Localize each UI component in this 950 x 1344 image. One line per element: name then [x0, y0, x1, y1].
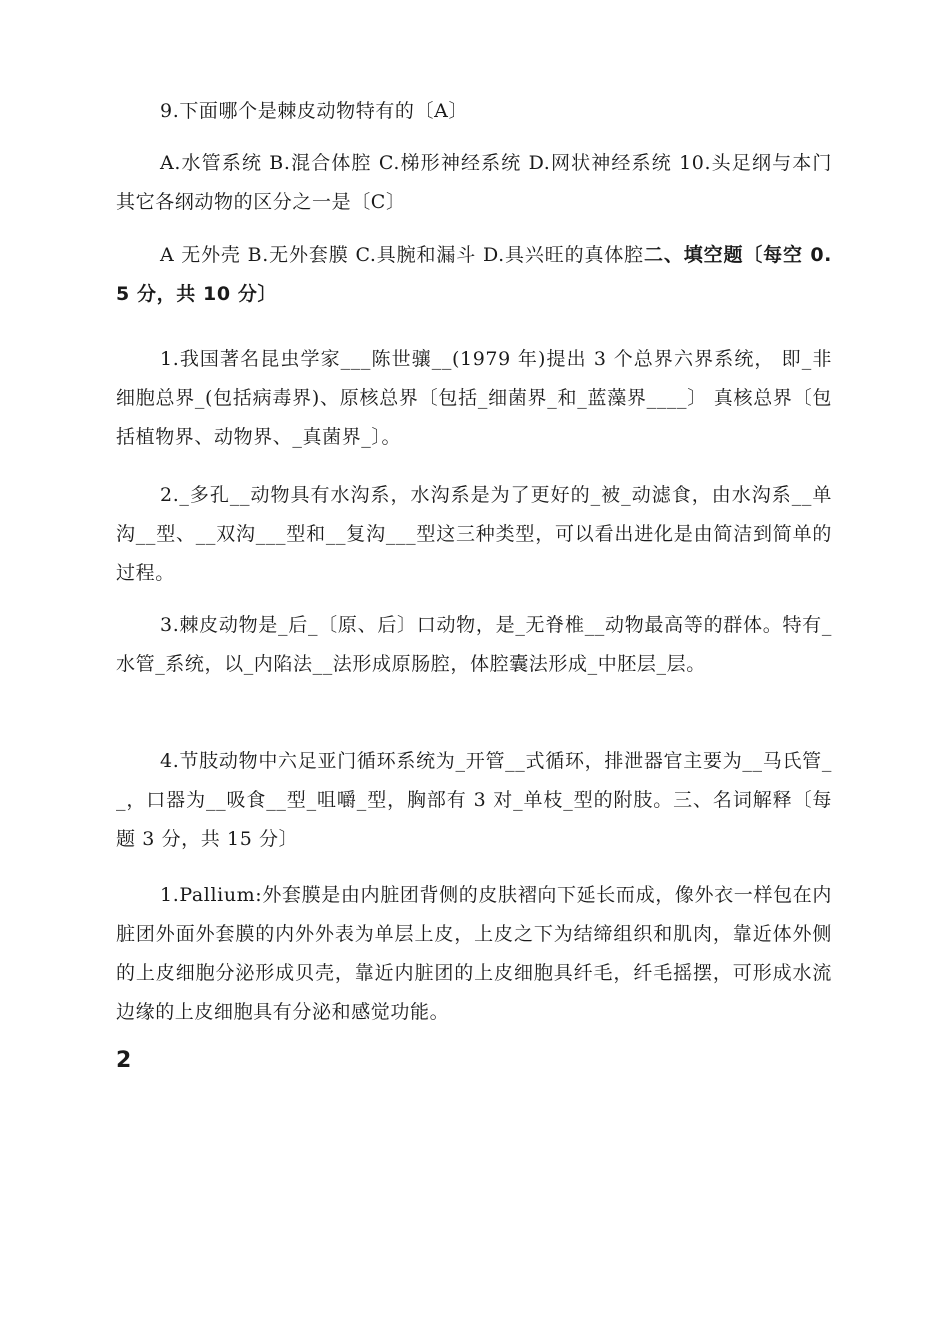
- fill-blank-4-and-section-3-heading: 4.节肢动物中六足亚门循环系统为_开管__式循环，排泄器官主要为__马氏管__，口器为__吸食__型_咀嚼_型，胸部有 3 对_单枝_型的附肢。三、名词解释〔每题 3 分，共 15 分〕: [116, 750, 832, 850]
- term-definition-1: 1.Pallium:外套膜是由内脏团背侧的皮肤褶向下延长而成，像外衣一样包在内脏团外面外套膜的内外外表为单层上皮，上皮之下为结缔组织和肌肉，靠近体外侧的上皮细胞分泌形成贝壳，靠近内脏团的上皮细胞具纤毛，纤毛摇摆，可形成水流边缘的上皮细胞具有分泌和感觉功能。: [116, 884, 832, 1023]
- question-10-options-text: A 无外壳 B.无外套膜 C.具腕和漏斗 D.具兴旺的真体腔: [160, 244, 645, 266]
- question-10-options: [116, 236, 832, 314]
- section-2-heading: 二、填空题〔每空 0.5 分，共 10 分〕: [116, 244, 832, 305]
- fill-blank-3: 3.棘皮动物是_后_〔原、后〕口动物，是_无脊椎__动物最高等的群体。特有_水管_系统，以_内陷法__法形成原肠腔，体腔囊法形成_中胚层_层。: [116, 614, 832, 675]
- fill-blank-2: 2._多孔__动物具有水沟系，水沟系是为了更好的_被_动滤食，由水沟系__单沟__型、__双沟___型和__复沟___型这三种类型，可以看出进化是由简洁到简单的过程。: [116, 484, 832, 584]
- question-9-options-and-question-10: A.水管系统 B.混合体腔 C.梯形神经系统 D.网状神经系统 10.头足纲与本门其它各纲动物的区分之一是〔C〕: [116, 152, 832, 213]
- question-9: 9.下面哪个是棘皮动物特有的〔A〕: [160, 100, 469, 122]
- fill-blank-1: 1.我国著名昆虫学家___陈世骧__(1979 年)提出 3 个总界六界系统， 即_非细胞总界_(包括病毒界)、原核总界〔包括_细菌界_和_蓝藻界____〕 真核总界〔包括植物界、动物界、_真菌界_〕。: [116, 348, 832, 448]
- page-number: 2: [116, 1048, 132, 1073]
